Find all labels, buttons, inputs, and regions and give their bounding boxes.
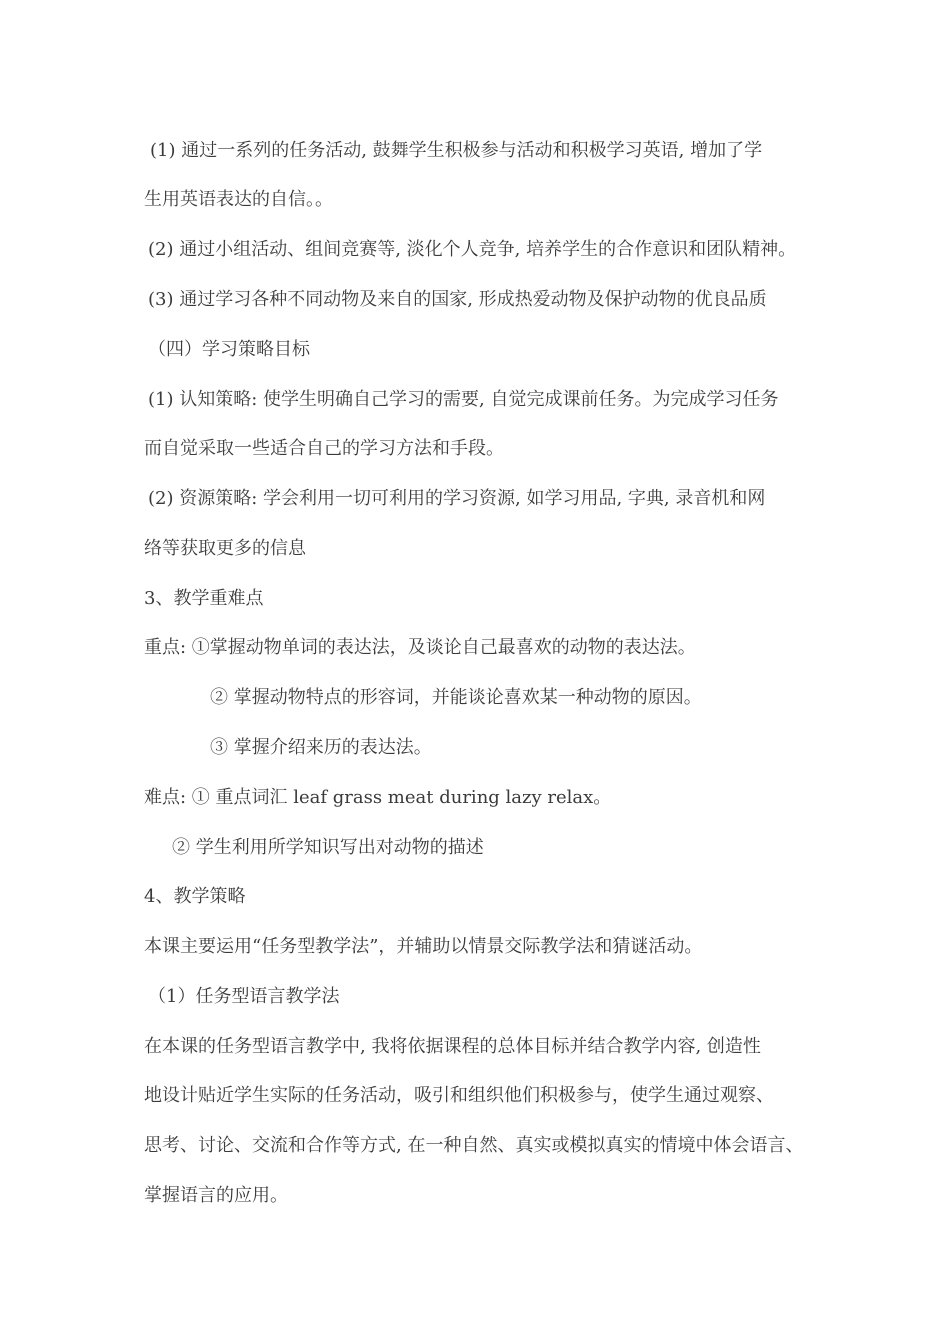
text-line: (3) 通过学习各种不同动物及来自的国家, 形成热爱动物及保护动物的优良品质	[148, 289, 767, 310]
text-line: 而自觉采取一些适合自己的学习方法和手段。	[144, 438, 504, 459]
text-line: (1) 通过一系列的任务活动, 鼓舞学生积极参与活动和积极学习英语, 增加了学	[150, 140, 763, 161]
text-line: ② 学生利用所学知识写出对动物的描述	[172, 837, 484, 858]
text-line: 络等获取更多的信息	[144, 538, 306, 559]
section-heading: （1）任务型语言教学法	[148, 986, 340, 1007]
text-line: 在本课的任务型语言教学中, 我将依据课程的总体目标并结合教学内容, 创造性	[144, 1036, 761, 1057]
text-line: 思考、讨论、交流和合作等方式, 在一种自然、真实或模拟真实的情境中体会语言、	[144, 1135, 804, 1156]
text-line: (2) 通过小组活动、组间竞赛等, 淡化个人竞争, 培养学生的合作意识和团队精神。	[148, 239, 797, 260]
section-heading: （四）学习策略目标	[148, 339, 310, 360]
text-line: (2) 资源策略: 学会利用一切可利用的学习资源, 如学习用品, 字典, 录音机和网	[148, 488, 766, 509]
text-line: 难点: ① 重点词汇 leaf grass meat during lazy relax。	[144, 787, 612, 808]
text-line: ② 掌握动物特点的形容词，并能谈论喜欢某一种动物的原因。	[210, 687, 702, 708]
section-heading: 4、教学策略	[144, 886, 246, 907]
text-line: 生用英语表达的自信。。	[144, 189, 333, 210]
text-line: ③ 掌握介绍来历的表达法。	[210, 737, 432, 758]
text-line: 地设计贴近学生实际的任务活动，吸引和组织他们积极参与，使学生通过观察、	[144, 1085, 774, 1106]
text-line: 本课主要运用“任务型教学法”，并辅助以情景交际教学法和猜谜活动。	[144, 936, 703, 957]
section-heading: 3、教学重难点	[144, 588, 264, 609]
text-line: (1) 认知策略: 使学生明确自己学习的需要, 自觉完成课前任务。为完成学习任务	[148, 389, 779, 410]
text-line: 掌握语言的应用。	[144, 1185, 288, 1206]
text-line: 重点: ①掌握动物单词的表达法，及谈论自己最喜欢的动物的表达法。	[144, 637, 696, 658]
